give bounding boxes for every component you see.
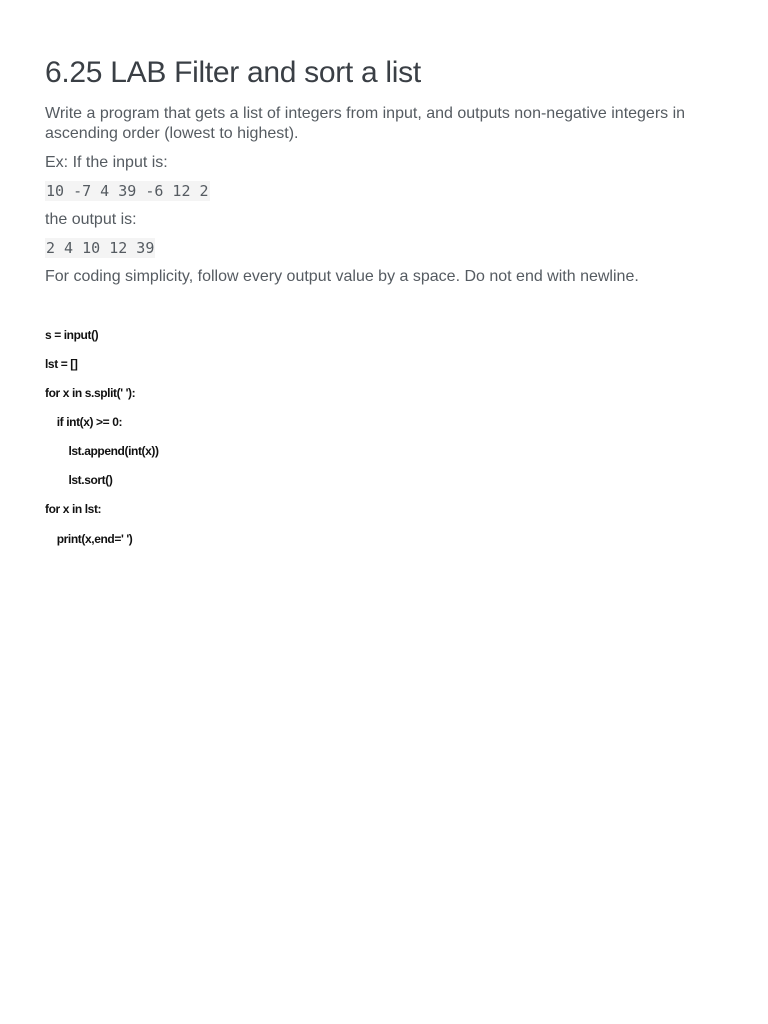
example-input: 10 -7 4 39 -6 12 2 bbox=[46, 182, 209, 200]
coding-note: For coding simplicity, follow every output value by a space. Do not end with newline. bbox=[45, 268, 639, 285]
problem-description: Write a program that gets a list of integers from input, and outputs non-negative integers in ascending order (lowest to highest). bbox=[45, 105, 686, 142]
code-line: s = input() bbox=[45, 328, 99, 342]
example-output: 2 4 10 12 39 bbox=[46, 239, 155, 257]
page-title: 6.25 LAB Filter and sort a list bbox=[45, 56, 421, 89]
example-intro: Ex: If the input is: bbox=[45, 154, 168, 171]
code-line: lst.append(int(x)) bbox=[45, 444, 159, 458]
code-line: for x in s.split(' '): bbox=[45, 386, 136, 400]
output-intro: the output is: bbox=[45, 211, 137, 228]
code-line: for x in lst: bbox=[45, 502, 102, 516]
code-line: if int(x) >= 0: bbox=[45, 415, 123, 429]
code-line: lst.sort() bbox=[45, 473, 113, 487]
code-line: print(x,end=' ') bbox=[45, 532, 133, 546]
code-line: lst = [] bbox=[45, 357, 78, 371]
